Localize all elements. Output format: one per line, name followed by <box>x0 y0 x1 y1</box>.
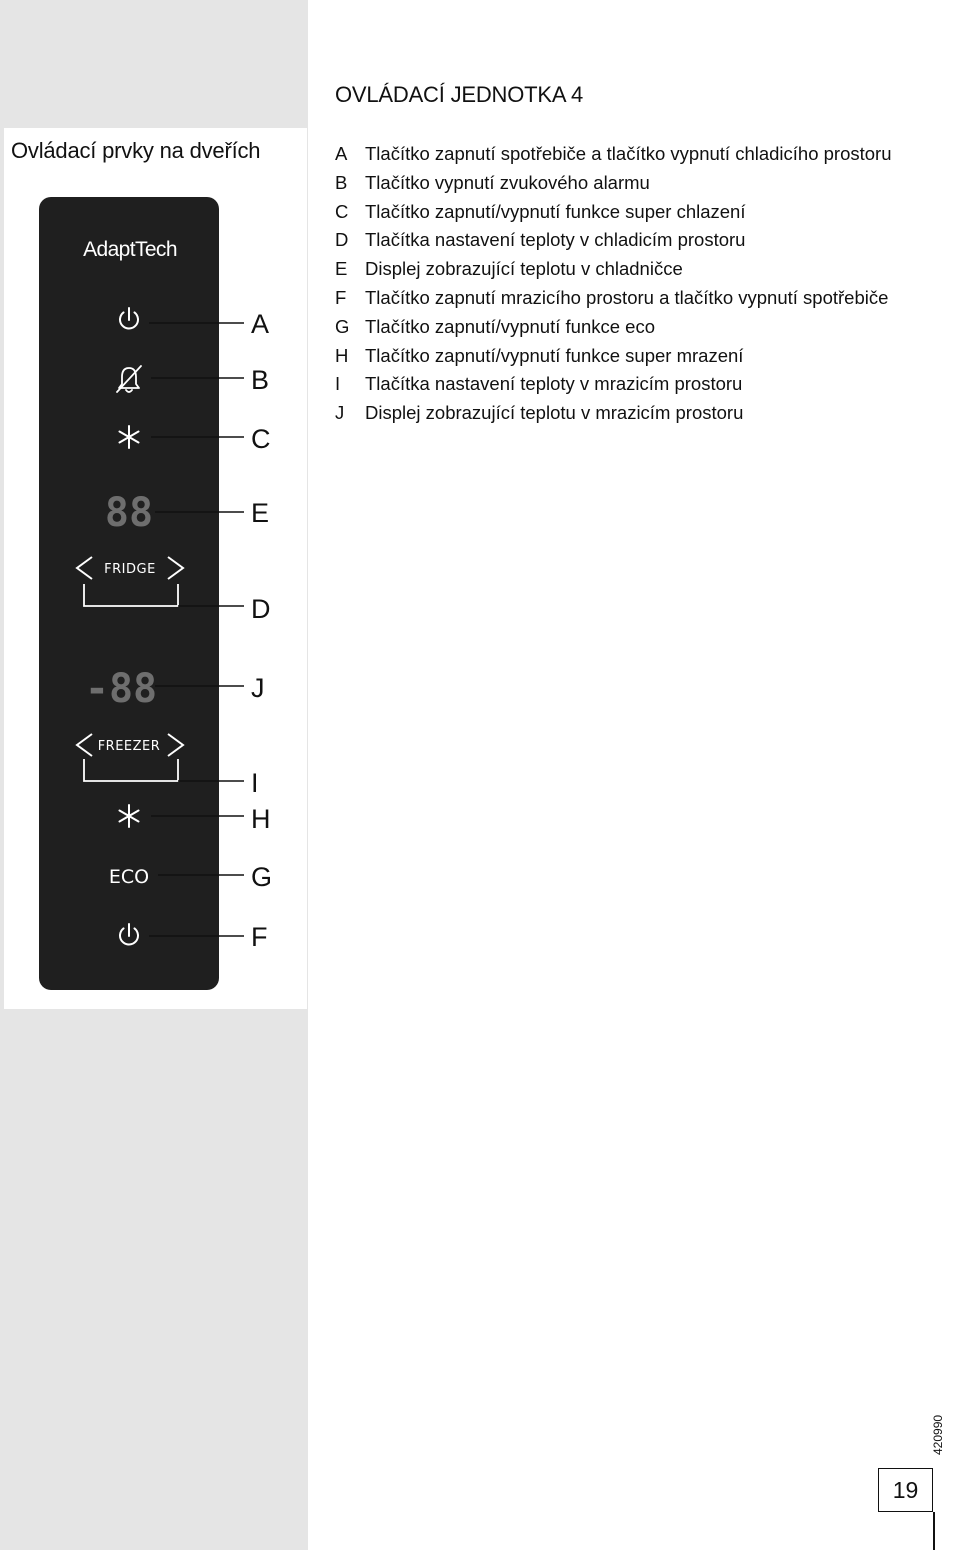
legend-item-e <box>335 255 935 284</box>
page-rule <box>933 1512 935 1550</box>
callout-label: H <box>251 804 271 834</box>
legend-key: B <box>335 171 348 193</box>
legend-item-b <box>335 169 935 198</box>
legend-text: Tlačítko zapnutí spotřebiče a tlačítko vypnutí chladicího prostoru <box>365 143 892 164</box>
legend-text: Tlačítko zapnutí mrazicího prostoru a tlačítko vypnutí spotřebiče <box>365 286 889 308</box>
brand-logo: AdaptTech <box>83 238 177 261</box>
legend-item-d <box>335 226 935 255</box>
legend-key: C <box>335 200 349 222</box>
legend-text: Tlačítka nastavení teploty v mrazicím prostoru <box>365 373 743 395</box>
side-title: Ovládací prvky na dveřích <box>11 138 261 163</box>
legend-item-a <box>335 140 935 169</box>
legend-text: Tlačítko vypnutí zvukového alarmu <box>365 171 650 193</box>
callout-label: F <box>251 922 268 952</box>
callout-label: E <box>251 498 270 528</box>
legend-text: Displej zobrazující teplotu v chladničce <box>365 258 683 280</box>
callout-label: D <box>251 594 271 624</box>
callout-label: G <box>251 862 273 892</box>
legend-text: Tlačítko zapnutí/vypnutí funkce super chlazení <box>365 200 746 222</box>
legend-key: I <box>335 373 341 395</box>
callout-label: B <box>251 365 270 395</box>
callout-label: I <box>251 768 259 798</box>
eco-icon[interactable]: ECO <box>108 866 150 888</box>
legend-item-g <box>335 313 935 342</box>
legend-item-c <box>335 198 935 227</box>
callout-label: A <box>251 309 270 339</box>
legend-text: Displej zobrazující teplotu v mrazicím prostoru <box>365 402 744 424</box>
legend-item-j <box>335 399 935 428</box>
fridge-label: FRIDGE <box>104 562 156 577</box>
legend-key: J <box>335 402 345 424</box>
legend-key: A <box>335 143 348 164</box>
page-number: 19 <box>878 1468 933 1512</box>
document-code: 420990 <box>931 1414 945 1455</box>
legend-item-i <box>335 370 935 399</box>
legend-item-f <box>335 284 935 313</box>
legend-item-h <box>335 342 935 371</box>
callout-label: C <box>251 424 271 454</box>
fridge-display: 88 <box>104 490 154 536</box>
section-title: OVLÁDACÍ JEDNOTKA 4 <box>335 82 584 107</box>
legend-key: H <box>335 344 349 366</box>
legend-key: G <box>335 315 350 337</box>
legend-text: Tlačítko zapnutí/vypnutí funkce super mrazení <box>365 344 744 366</box>
legend-key: E <box>335 258 348 280</box>
legend-key: D <box>335 229 349 251</box>
freezer-display: -88 <box>84 666 158 712</box>
legend-text: Tlačítka nastavení teploty v chladicím prostoru <box>365 229 746 251</box>
freezer-label: FREEZER <box>97 739 161 754</box>
control-panel-diagram <box>0 0 310 1010</box>
legend-key: F <box>335 286 347 308</box>
legend-text: Tlačítko zapnutí/vypnutí funkce eco <box>365 315 655 337</box>
legend-list <box>335 140 935 428</box>
callout-label: J <box>251 673 265 703</box>
